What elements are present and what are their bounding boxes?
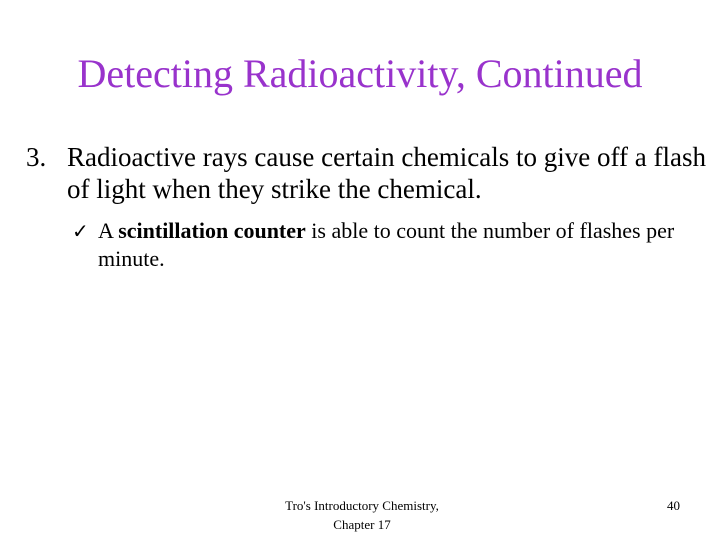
footer-source (262, 496, 462, 534)
footer-line-1: Tro's Introductory Chemistry, (285, 498, 439, 513)
sub-point-bold-term: scintillation counter (118, 218, 306, 243)
footer-line-2: Chapter 17 (333, 517, 391, 532)
sub-point-prefix: A (98, 218, 119, 243)
sub-point (72, 217, 682, 273)
point-number: 3. (26, 142, 47, 172)
point-text: Radioactive rays cause certain chemicals to give off a flash of light when they strike the chemical. (67, 142, 706, 204)
page-number: 40 (667, 498, 680, 513)
numbered-point (26, 141, 706, 205)
slide-title: Detecting Radioactivity, Continued (77, 51, 643, 96)
check-icon: ✓ (72, 219, 89, 243)
sub-point-text (98, 217, 682, 273)
sub-point-suffix: is able to count the number of flashes per minute. (98, 218, 675, 271)
